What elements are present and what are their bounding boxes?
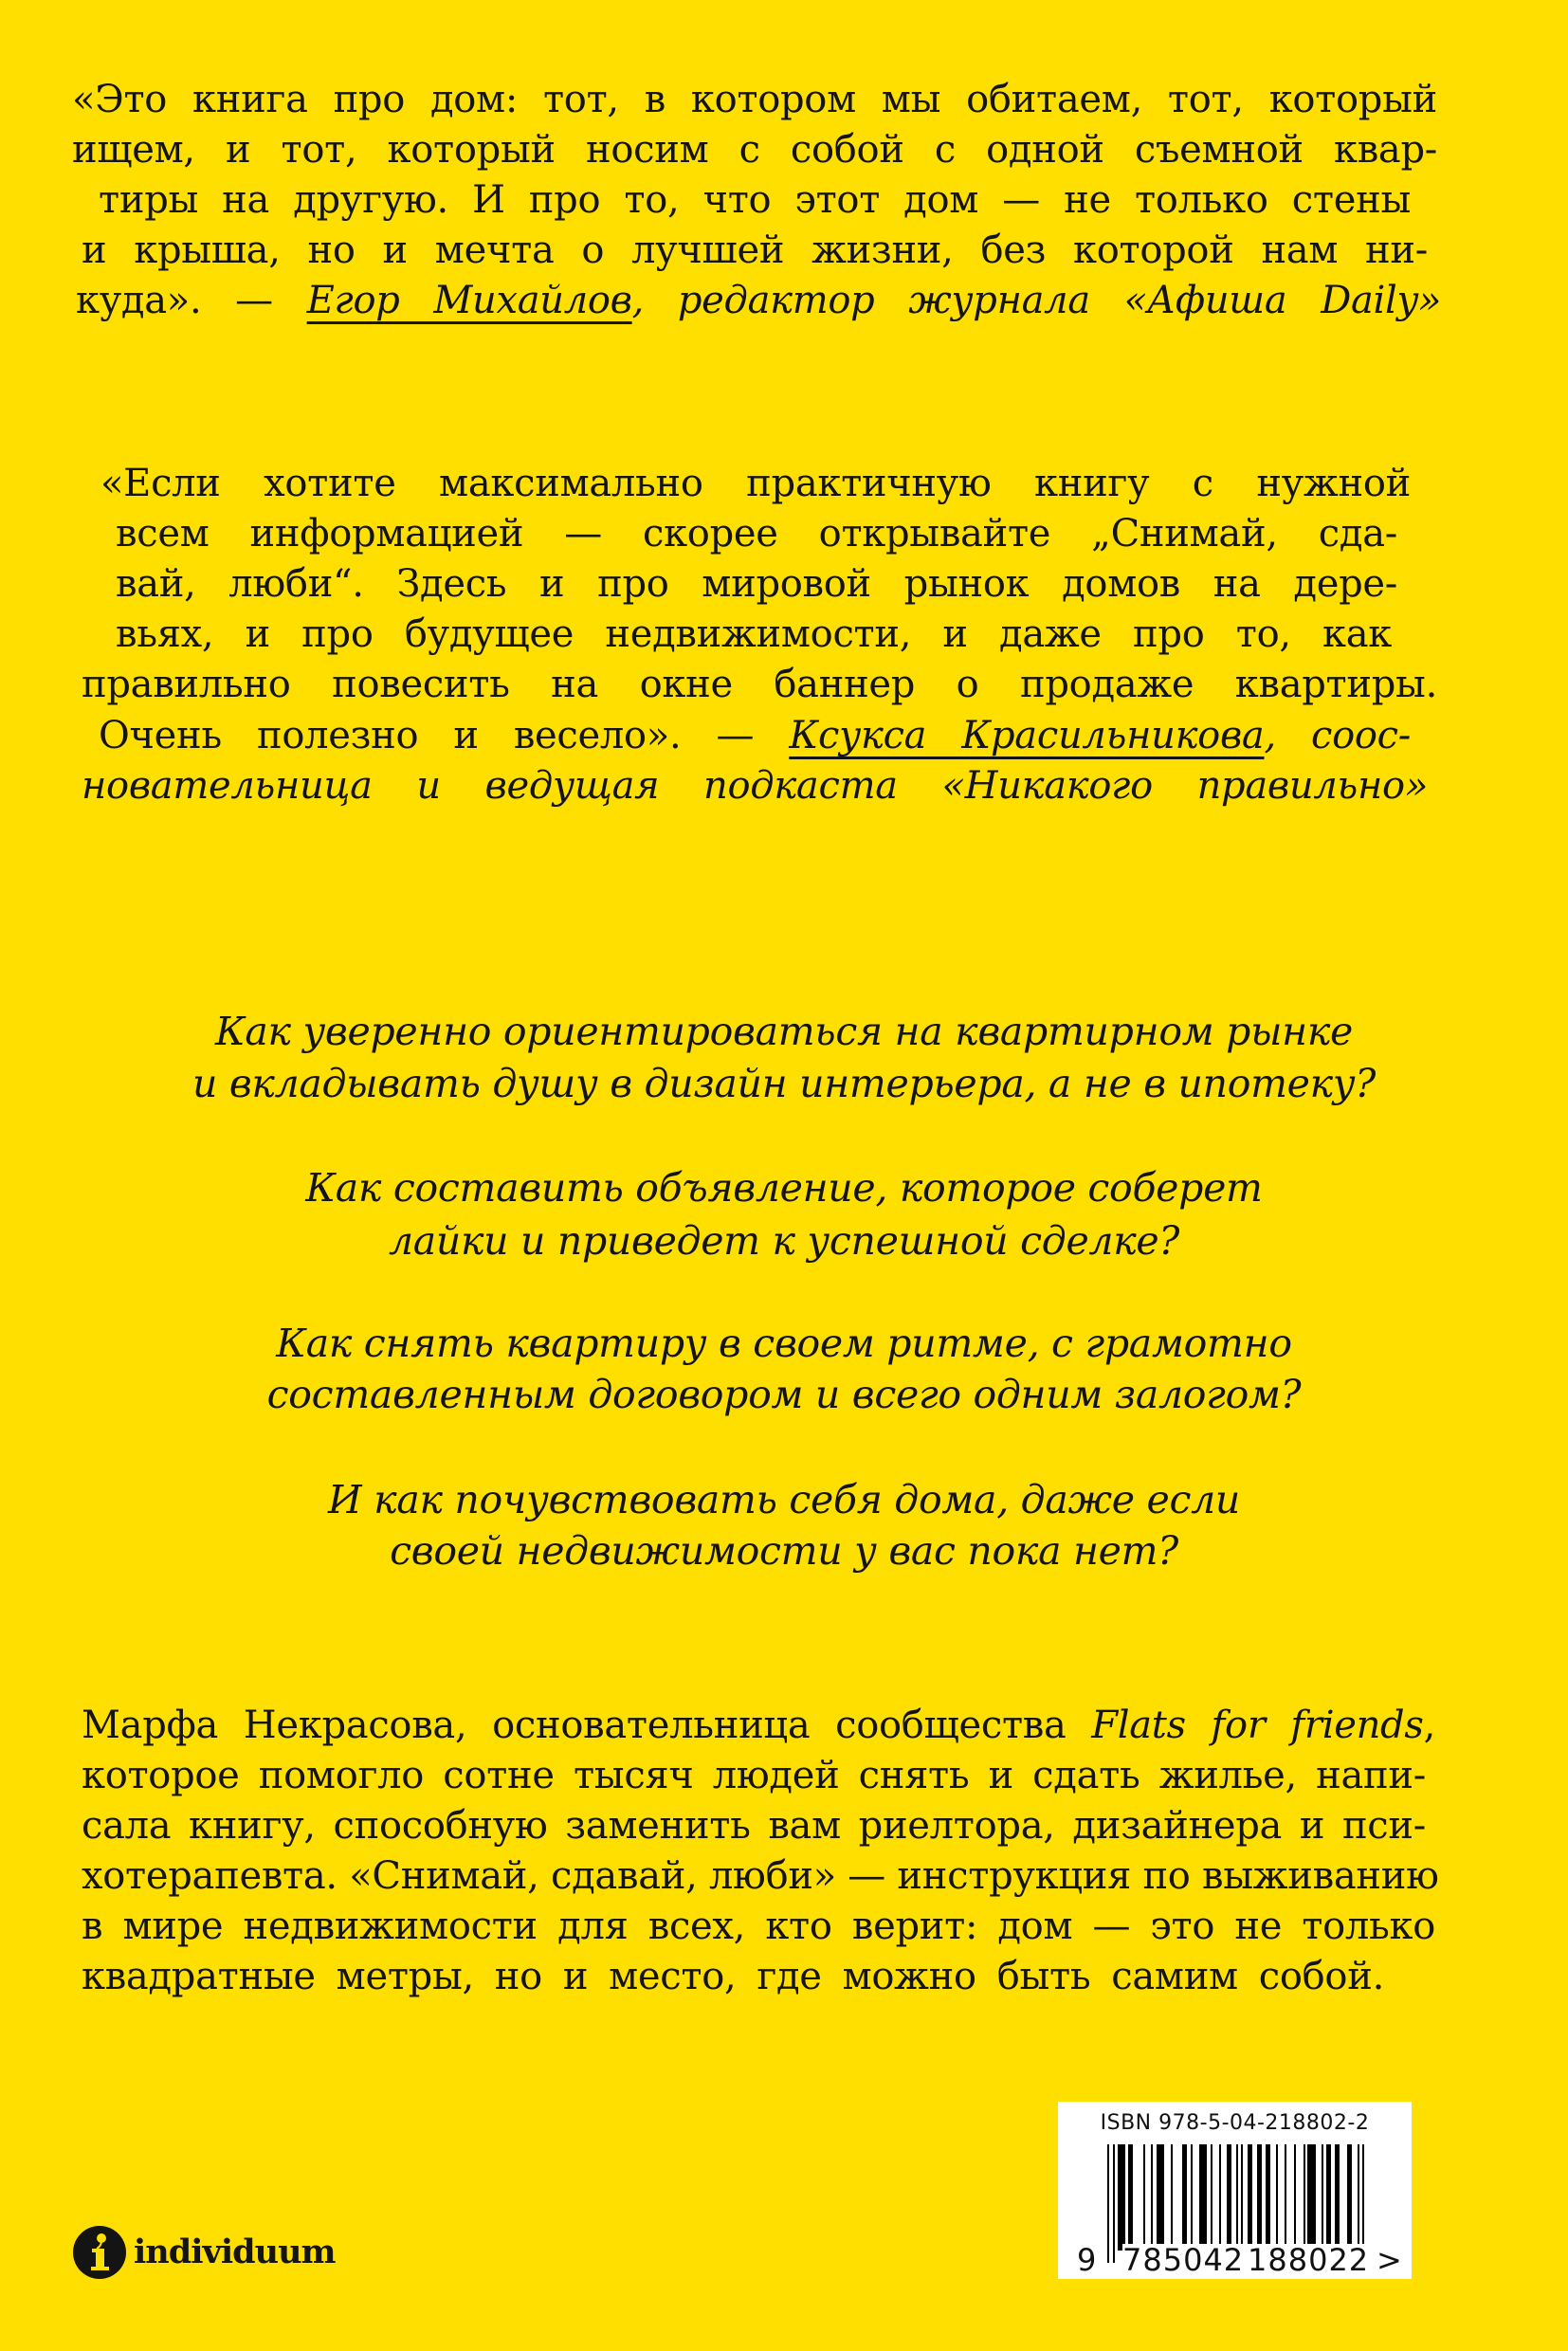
quote1-ending: куда». — <box>76 279 307 322</box>
quote2-author-role: новательница и ведущая подкаста «Никакого правильно» <box>82 764 1428 808</box>
quote1-line: и крыша, но и мечта о лучшей жизни, без которой нам ни- <box>82 228 1428 272</box>
bio-text: Марфа Некрасова, основательница сообщества <box>82 1704 1092 1747</box>
bio-line <box>82 1701 1435 1751</box>
question-line: Как составить объявление, которое соберет <box>305 1165 1263 1211</box>
publisher-name: individuum <box>134 2233 336 2271</box>
question-line: составленным договором и всего одним залогом? <box>266 1372 1302 1417</box>
quote2-line: правильно повесить на окне баннер о продаже квартиры. <box>82 663 1437 706</box>
publisher-logo <box>73 2226 336 2279</box>
bio-line: хотерапевта. «Снимай, сдавай, люби» — инструкция по выживанию <box>82 1854 1439 1898</box>
bio-line: квадратные метры, но и место, где можно быть самим собой. <box>82 1955 1384 1998</box>
barcode-digits-left: 785042 <box>1122 2242 1245 2278</box>
quote2-attribution-line <box>99 711 1411 761</box>
isbn-barcode <box>1058 2102 1412 2279</box>
question-line: Как уверенно ориентироваться на квартирном рынке <box>214 1009 1354 1054</box>
bio-line: которое помогло сотне тысяч людей снять и сдать жилье, напи- <box>82 1754 1426 1797</box>
question-line: Как снять квартиру в своем ритме, с грамотно <box>276 1321 1292 1366</box>
community-name: Flats for friends <box>1091 1704 1424 1747</box>
barcode-digits-right: 188022 <box>1248 2242 1370 2278</box>
quote2-text-end: Очень полезно и весело». — <box>99 714 790 757</box>
question-line: и вкладывать душу в дизайн интерьера, а не в ипотеку? <box>191 1061 1376 1106</box>
bio-line: в мире недвижимости для всех, кто верит: дом — это не только <box>82 1904 1435 1948</box>
bio-text: , <box>1423 1704 1435 1747</box>
quote2-line: всем информацией — скорее открывайте „Снимай, сда- <box>116 512 1397 556</box>
question-line: своей недвижимости у вас пока нет? <box>390 1528 1178 1574</box>
barcode-digit-prefix: 9 <box>1077 2242 1097 2278</box>
quote1-attribution-line <box>76 276 1441 326</box>
quiet-zone-marker: > <box>1377 2242 1402 2278</box>
quote2-line: вай, люби“. Здесь и про мировой рынок домов на дере- <box>116 562 1397 606</box>
quote2-author-suffix: , соос- <box>1264 714 1411 757</box>
quote2-author: Ксукса Красильникова <box>789 714 1265 757</box>
quote2-line: «Если хотите максимально практичную книгу с нужной <box>100 462 1411 505</box>
individuum-i-icon <box>73 2226 126 2279</box>
quote2-line: вьях, и про будущее недвижимости, и даже про то, как <box>116 612 1392 656</box>
quote1-line: ищем, и тот, который носим с собой с одной съемной квар- <box>72 128 1437 172</box>
isbn-label: ISBN 978-5-04-218802-2 <box>1100 2111 1370 2135</box>
question-line: И как почувствовать себя дома, даже если <box>327 1477 1241 1522</box>
quote1-line: тиры на другую. И про то, что этот дом — не только стены <box>99 178 1411 222</box>
quote1-line: «Это книга про дом: тот, в котором мы обитаем, тот, который <box>72 78 1437 121</box>
question-line: лайки и приведет к успешной сделке? <box>388 1218 1180 1264</box>
quote1-author: Егор Михайлов <box>306 279 632 322</box>
quote1-author-role: , редактор журнала «Афиша Daily» <box>631 279 1441 322</box>
bio-line: сала книгу, способную заменить вам риелтора, дизайнера и пси- <box>82 1804 1426 1848</box>
